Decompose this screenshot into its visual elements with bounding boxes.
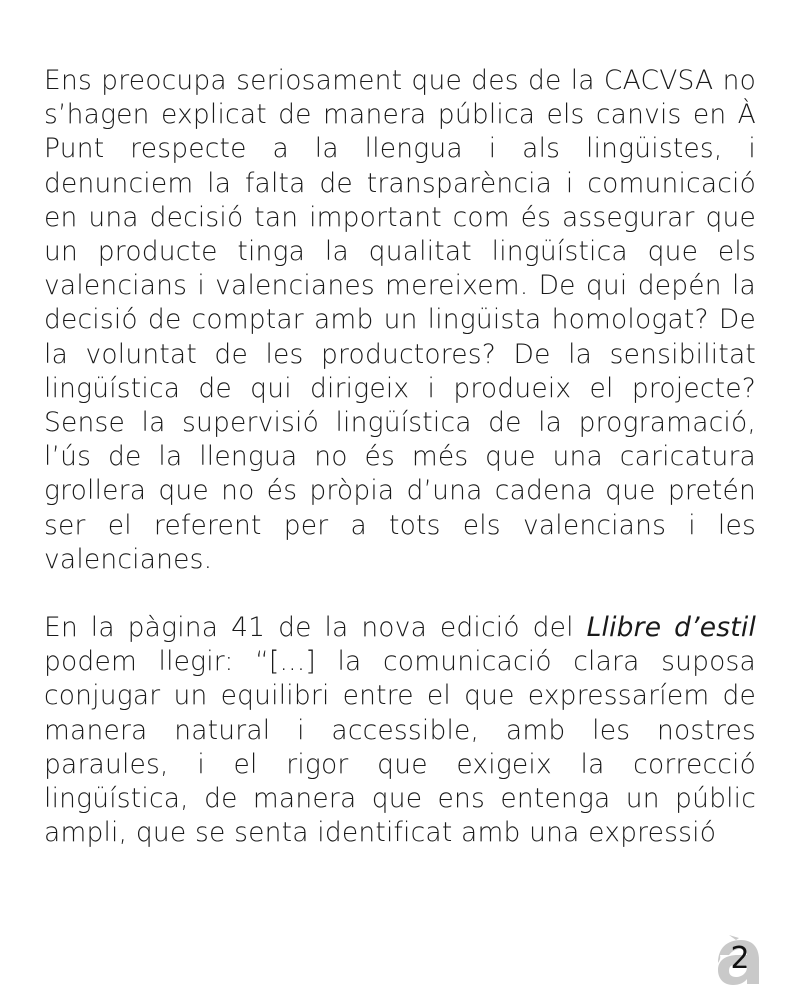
- body-text: [44, 64, 756, 850]
- page-number: 2: [730, 941, 750, 976]
- paragraph-intro-text: En la pàgina 41 de la nova edició del: [44, 612, 587, 644]
- book-title: Llibre d’estil: [586, 612, 757, 644]
- paragraph-quote-text: podem llegir: “[...] la comunicació clara suposa conjugar un equilibri entre el que expressaríem de manera natural i accessible, amb les nostres paraules, i el rigor que exigeix la correcció lingüística, de manera que ens entenga un públic ampli, que se senta identificat amb una expressió: [44, 646, 756, 849]
- page-number-badge: [713, 928, 761, 986]
- paragraph-style-guide-quote: [44, 611, 756, 850]
- paragraph-lingua-concerns: Ens preocupa seriosament que des de la CACVSA no s’hagen explicat de manera pública els canvis en À Punt respecte a la llengua i als lingüistes, i denunciem la falta de transparència i comunicació en una decisió tan important com és assegurar que un producte tinga la qualitat lingüística que els valencians i valencianes mereixem. De qui depén la decisió de comptar amb un lingüista homologat? De la voluntat de les productores? De la sensibilitat lingüística de qui dirigeix i produeix el projecte? Sense la supervisió lingüística de la programació, l’ús de la llengua no és més que una caricatura grollera que no és pròpia d’una cadena que pretén ser el referent per a tots els valencians i les valencianes.: [44, 65, 756, 575]
